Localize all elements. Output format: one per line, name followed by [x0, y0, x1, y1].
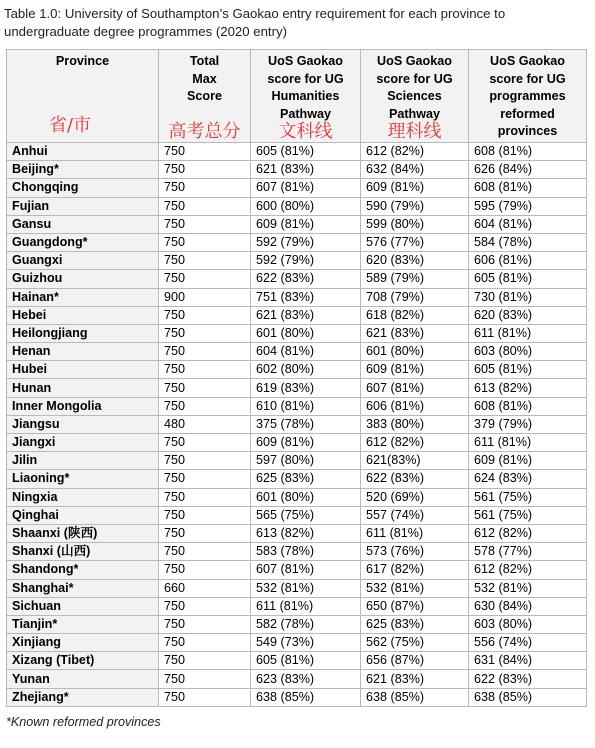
header-province-label: Province — [55, 54, 110, 68]
total-score-cell: 750 — [159, 561, 251, 579]
header-humanities — [251, 50, 361, 143]
reformed-score-cell: 561 (75%) — [469, 506, 587, 524]
table-row — [7, 197, 587, 215]
humanities-score-cell: 592 (79%) — [251, 233, 361, 251]
sciences-score-cell: 383 (80%) — [361, 415, 469, 433]
header-humanities-label: UoS Gaokao score for UG Humanities Pathway — [267, 54, 344, 121]
reformed-score-cell: 605 (81%) — [469, 361, 587, 379]
humanities-score-cell: 582 (78%) — [251, 615, 361, 633]
sciences-score-cell: 611 (81%) — [361, 524, 469, 542]
sciences-score-cell: 601 (80%) — [361, 343, 469, 361]
province-cell: Anhui — [7, 143, 159, 161]
reformed-score-cell: 630 (84%) — [469, 597, 587, 615]
reformed-score-cell: 626 (84%) — [469, 161, 587, 179]
sciences-score-cell: 621 (83%) — [361, 324, 469, 342]
province-cell: Qinghai — [7, 506, 159, 524]
header-province — [7, 50, 159, 143]
header-sciences — [361, 50, 469, 143]
table-row — [7, 161, 587, 179]
province-cell: Hainan* — [7, 288, 159, 306]
province-cell: Heilongjiang — [7, 324, 159, 342]
table-row — [7, 143, 587, 161]
total-score-cell: 750 — [159, 197, 251, 215]
province-cell: Shandong* — [7, 561, 159, 579]
reformed-score-cell: 730 (81%) — [469, 288, 587, 306]
sciences-score-cell: 656 (87%) — [361, 652, 469, 670]
header-total-chinese: 高考总分 — [168, 121, 241, 142]
total-score-cell: 750 — [159, 179, 251, 197]
total-score-cell: 900 — [159, 288, 251, 306]
header-sciences-chinese: 理科线 — [387, 121, 442, 142]
province-cell: Shanxi (山西) — [7, 543, 159, 561]
total-score-cell: 750 — [159, 524, 251, 542]
province-cell: Sichuan — [7, 597, 159, 615]
humanities-score-cell: 613 (82%) — [251, 524, 361, 542]
total-score-cell: 750 — [159, 324, 251, 342]
sciences-score-cell: 589 (79%) — [361, 270, 469, 288]
sciences-score-cell: 532 (81%) — [361, 579, 469, 597]
sciences-score-cell: 625 (83%) — [361, 615, 469, 633]
total-score-cell: 750 — [159, 634, 251, 652]
humanities-score-cell: 621 (83%) — [251, 306, 361, 324]
table-row — [7, 506, 587, 524]
sciences-score-cell: 573 (76%) — [361, 543, 469, 561]
province-cell: Xinjiang — [7, 634, 159, 652]
humanities-score-cell: 605 (81%) — [251, 143, 361, 161]
reformed-score-cell: 604 (81%) — [469, 215, 587, 233]
sciences-score-cell: 599 (80%) — [361, 215, 469, 233]
table-row — [7, 361, 587, 379]
total-score-cell: 660 — [159, 579, 251, 597]
total-score-cell: 750 — [159, 252, 251, 270]
sciences-score-cell: 708 (79%) — [361, 288, 469, 306]
province-cell: Guangxi — [7, 252, 159, 270]
table-row — [7, 306, 587, 324]
reformed-score-cell: 561 (75%) — [469, 488, 587, 506]
humanities-score-cell: 607 (81%) — [251, 179, 361, 197]
sciences-score-cell: 622 (83%) — [361, 470, 469, 488]
humanities-score-cell: 532 (81%) — [251, 579, 361, 597]
humanities-score-cell: 638 (85%) — [251, 688, 361, 706]
sciences-score-cell: 606 (81%) — [361, 397, 469, 415]
total-score-cell: 750 — [159, 470, 251, 488]
humanities-score-cell: 592 (79%) — [251, 252, 361, 270]
sciences-score-cell: 632 (84%) — [361, 161, 469, 179]
header-reformed-label: UoS Gaokao score for UG programmes reformed provinces — [489, 54, 566, 139]
humanities-score-cell: 751 (83%) — [251, 288, 361, 306]
province-cell: Hebei — [7, 306, 159, 324]
reformed-score-cell: 611 (81%) — [469, 324, 587, 342]
table-row — [7, 579, 587, 597]
table-row — [7, 452, 587, 470]
province-cell: Guangdong* — [7, 233, 159, 251]
humanities-score-cell: 619 (83%) — [251, 379, 361, 397]
reformed-score-cell: 622 (83%) — [469, 670, 587, 688]
province-cell: Beijing* — [7, 161, 159, 179]
sciences-score-cell: 609 (81%) — [361, 361, 469, 379]
table-header — [7, 50, 587, 143]
total-score-cell: 480 — [159, 415, 251, 433]
total-score-cell: 750 — [159, 161, 251, 179]
total-score-cell: 750 — [159, 452, 251, 470]
total-score-cell: 750 — [159, 434, 251, 452]
header-row — [7, 50, 587, 143]
header-province-chinese: 省/市 — [49, 115, 92, 136]
sciences-score-cell: 617 (82%) — [361, 561, 469, 579]
reformed-score-cell: 624 (83%) — [469, 470, 587, 488]
sciences-score-cell: 621 (83%) — [361, 670, 469, 688]
humanities-score-cell: 601 (80%) — [251, 488, 361, 506]
sciences-score-cell: 609 (81%) — [361, 179, 469, 197]
table-row — [7, 524, 587, 542]
reformed-score-cell: 612 (82%) — [469, 524, 587, 542]
reformed-score-cell: 608 (81%) — [469, 143, 587, 161]
table-row — [7, 233, 587, 251]
province-cell: Hunan — [7, 379, 159, 397]
humanities-score-cell: 565 (75%) — [251, 506, 361, 524]
humanities-score-cell: 597 (80%) — [251, 452, 361, 470]
province-cell: Yunan — [7, 670, 159, 688]
humanities-score-cell: 625 (83%) — [251, 470, 361, 488]
total-score-cell: 750 — [159, 306, 251, 324]
province-cell: Jiangxi — [7, 434, 159, 452]
total-score-cell: 750 — [159, 652, 251, 670]
total-score-cell: 750 — [159, 488, 251, 506]
province-cell: Tianjin* — [7, 615, 159, 633]
sciences-score-cell: 612 (82%) — [361, 434, 469, 452]
table-row — [7, 379, 587, 397]
table-row — [7, 543, 587, 561]
table-row — [7, 597, 587, 615]
table-row — [7, 470, 587, 488]
reformed-score-cell: 532 (81%) — [469, 579, 587, 597]
humanities-score-cell: 622 (83%) — [251, 270, 361, 288]
humanities-score-cell: 549 (73%) — [251, 634, 361, 652]
table-row — [7, 288, 587, 306]
province-cell: Hubei — [7, 361, 159, 379]
reformed-score-cell: 556 (74%) — [469, 634, 587, 652]
total-score-cell: 750 — [159, 670, 251, 688]
province-cell: Henan — [7, 343, 159, 361]
sciences-score-cell: 590 (79%) — [361, 197, 469, 215]
reformed-score-cell: 613 (82%) — [469, 379, 587, 397]
table-caption: Table 1.0: University of Southampton’s Gaokao entry requirement for each province to undergraduate degree programmes (2020 entry) — [4, 6, 506, 39]
sciences-score-cell: 576 (77%) — [361, 233, 469, 251]
table-row — [7, 434, 587, 452]
header-total-max-score — [159, 50, 251, 143]
header-sciences-label: UoS Gaokao score for UG Sciences Pathway — [376, 54, 453, 121]
reformed-score-cell: 612 (82%) — [469, 561, 587, 579]
humanities-score-cell: 607 (81%) — [251, 561, 361, 579]
total-score-cell: 750 — [159, 615, 251, 633]
sciences-score-cell: 620 (83%) — [361, 252, 469, 270]
total-score-cell: 750 — [159, 143, 251, 161]
humanities-score-cell: 583 (78%) — [251, 543, 361, 561]
sciences-score-cell: 607 (81%) — [361, 379, 469, 397]
sciences-score-cell: 557 (74%) — [361, 506, 469, 524]
province-cell: Inner Mongolia — [7, 397, 159, 415]
total-score-cell: 750 — [159, 343, 251, 361]
total-score-cell: 750 — [159, 543, 251, 561]
sciences-score-cell: 638 (85%) — [361, 688, 469, 706]
table-row — [7, 688, 587, 706]
table-row — [7, 561, 587, 579]
province-cell: Xizang (Tibet) — [7, 652, 159, 670]
header-total-label: Total Max Score — [186, 54, 222, 104]
humanities-score-cell: 609 (81%) — [251, 215, 361, 233]
humanities-score-cell: 375 (78%) — [251, 415, 361, 433]
reformed-score-cell: 379 (79%) — [469, 415, 587, 433]
table-row — [7, 670, 587, 688]
humanities-score-cell: 601 (80%) — [251, 324, 361, 342]
table-row — [7, 397, 587, 415]
reformed-score-cell: 608 (81%) — [469, 397, 587, 415]
reformed-score-cell: 605 (81%) — [469, 270, 587, 288]
province-cell: Guizhou — [7, 270, 159, 288]
province-cell: Liaoning* — [7, 470, 159, 488]
total-score-cell: 750 — [159, 361, 251, 379]
reformed-score-cell: 584 (78%) — [469, 233, 587, 251]
province-cell: Gansu — [7, 215, 159, 233]
province-cell: Fujian — [7, 197, 159, 215]
province-cell: Zhejiang* — [7, 688, 159, 706]
table-row — [7, 615, 587, 633]
header-humanities-chinese: 文科线 — [278, 121, 333, 142]
table-body — [7, 143, 587, 707]
total-score-cell: 750 — [159, 215, 251, 233]
province-cell: Jiangsu — [7, 415, 159, 433]
table-row — [7, 415, 587, 433]
table-row — [7, 270, 587, 288]
total-score-cell: 750 — [159, 688, 251, 706]
total-score-cell: 750 — [159, 506, 251, 524]
reformed-score-cell: 595 (79%) — [469, 197, 587, 215]
footnote: *Known reformed provinces — [6, 715, 161, 729]
reformed-score-cell: 631 (84%) — [469, 652, 587, 670]
total-score-cell: 750 — [159, 397, 251, 415]
humanities-score-cell: 600 (80%) — [251, 197, 361, 215]
humanities-score-cell: 611 (81%) — [251, 597, 361, 615]
total-score-cell: 750 — [159, 270, 251, 288]
reformed-score-cell: 606 (81%) — [469, 252, 587, 270]
sciences-score-cell: 650 (87%) — [361, 597, 469, 615]
table-row — [7, 652, 587, 670]
humanities-score-cell: 621 (83%) — [251, 161, 361, 179]
province-cell: Jilin — [7, 452, 159, 470]
total-score-cell: 750 — [159, 379, 251, 397]
total-score-cell: 750 — [159, 597, 251, 615]
reformed-score-cell: 608 (81%) — [469, 179, 587, 197]
table-row — [7, 634, 587, 652]
humanities-score-cell: 610 (81%) — [251, 397, 361, 415]
entry-requirements-table — [6, 49, 586, 707]
humanities-score-cell: 609 (81%) — [251, 434, 361, 452]
reformed-score-cell: 578 (77%) — [469, 543, 587, 561]
province-cell: Chongqing — [7, 179, 159, 197]
reformed-score-cell: 638 (85%) — [469, 688, 587, 706]
sciences-score-cell: 562 (75%) — [361, 634, 469, 652]
sciences-score-cell: 618 (82%) — [361, 306, 469, 324]
table-row — [7, 343, 587, 361]
sciences-score-cell: 520 (69%) — [361, 488, 469, 506]
reformed-score-cell: 620 (83%) — [469, 306, 587, 324]
province-cell: Ningxia — [7, 488, 159, 506]
province-cell: Shanghai* — [7, 579, 159, 597]
reformed-score-cell: 611 (81%) — [469, 434, 587, 452]
reformed-score-cell: 603 (80%) — [469, 615, 587, 633]
table-row — [7, 179, 587, 197]
total-score-cell: 750 — [159, 233, 251, 251]
gaokao-table — [6, 49, 587, 707]
humanities-score-cell: 604 (81%) — [251, 343, 361, 361]
reformed-score-cell: 609 (81%) — [469, 452, 587, 470]
humanities-score-cell: 623 (83%) — [251, 670, 361, 688]
humanities-score-cell: 605 (81%) — [251, 652, 361, 670]
table-row — [7, 215, 587, 233]
humanities-score-cell: 602 (80%) — [251, 361, 361, 379]
sciences-score-cell: 612 (82%) — [361, 143, 469, 161]
table-row — [7, 488, 587, 506]
header-reformed — [469, 50, 587, 143]
table-row — [7, 324, 587, 342]
sciences-score-cell: 621(83%) — [361, 452, 469, 470]
reformed-score-cell: 603 (80%) — [469, 343, 587, 361]
table-row — [7, 252, 587, 270]
province-cell: Shaanxi (陕西) — [7, 524, 159, 542]
